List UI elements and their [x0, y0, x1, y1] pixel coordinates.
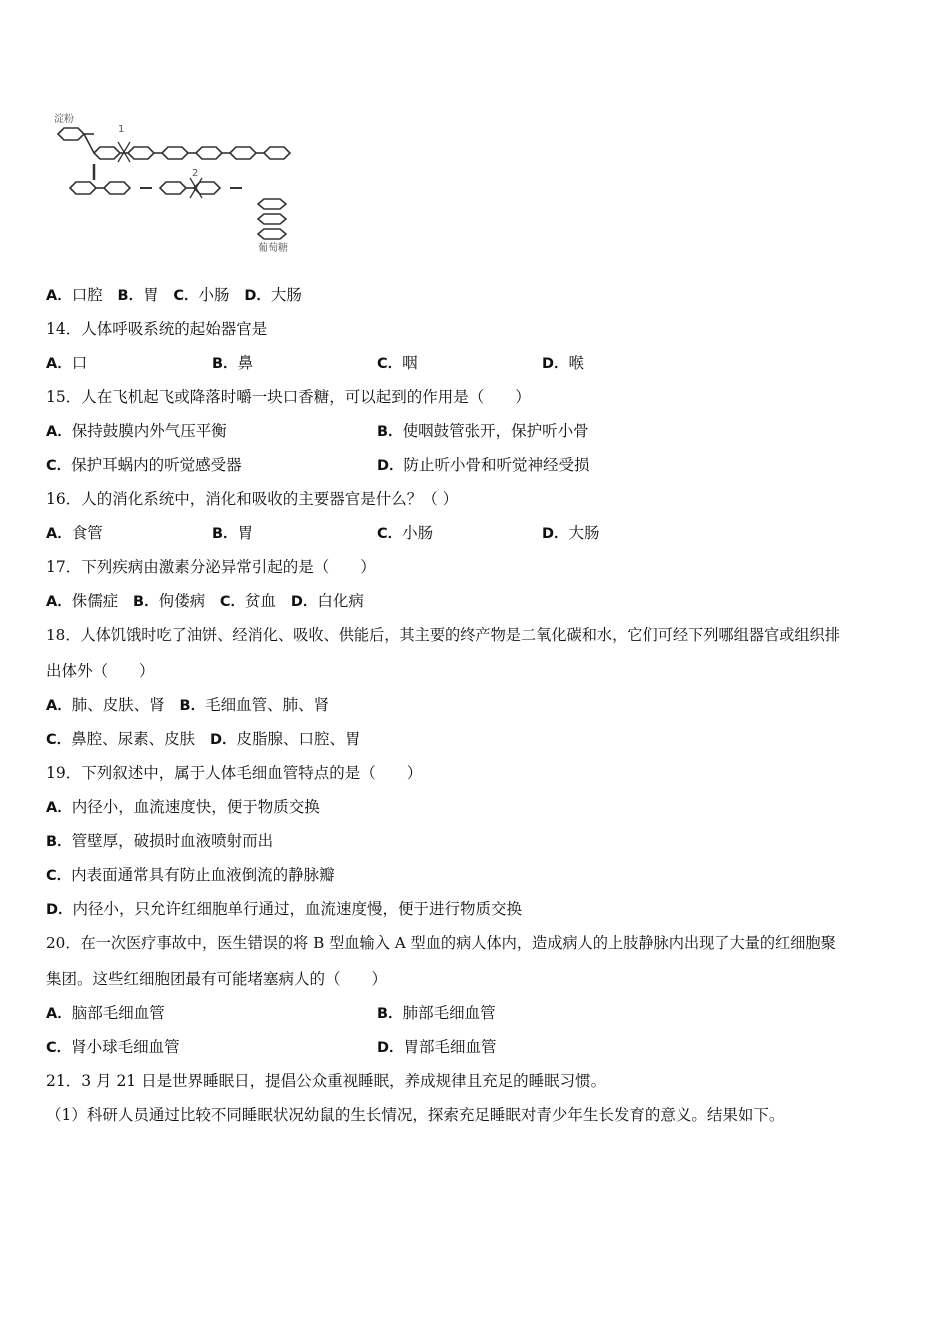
figure-label-glucose: 葡萄糖 [258, 243, 288, 253]
q15-option-a: A．保持鼓膜内外气压平衡 [46, 422, 227, 440]
q18-options-row2: C．鼻腔、尿素、皮肤 D．皮脂腺、口腔、胃 [46, 730, 361, 748]
q20-stem-line2: 集团。这些红细胞团最有可能堵塞病人的（ ） [46, 970, 388, 988]
q15-option-d: D．防止听小骨和听觉神经受损 [377, 456, 590, 474]
q17-options: A．侏儒症 B．佝偻病 C．贫血 D．白化病 [46, 592, 364, 610]
q16-stem: 16．人的消化系统中，消化和吸收的主要器官是什么？（ ） [46, 490, 459, 508]
q16-option-c: C．小肠 [377, 524, 434, 542]
q20-option-b: B．肺部毛细血管 [377, 1004, 496, 1022]
q17-option-a: 侏儒症 [71, 592, 119, 610]
q19-option-b: B．管壁厚，破损时血液喷射而出 [46, 832, 274, 850]
q20-option-d: D．胃部毛细血管 [377, 1038, 497, 1056]
q18-option-d: 皮脂腺、口腔、胃 [236, 730, 361, 748]
q18-stem-line1: 18．人体饥饿时吃了油饼、经消化、吸收、供能后，其主要的终产物是二氧化碳和水，它们可经下列哪组器官或组织排 [46, 626, 840, 644]
q13-options: A．口腔 B．胃 C．小肠 D．大肠 [46, 286, 302, 304]
q19-option-d: D．内径小，只允许红细胞单行通过，血流速度慢，便于进行物质交换 [46, 900, 523, 918]
q15-option-c: C．保护耳蜗内的听觉感受器 [46, 456, 242, 474]
q17-option-b: 佝偻病 [158, 592, 206, 610]
q14-stem: 14．人体呼吸系统的起始器官是 [46, 320, 268, 338]
q14-option-b: B．鼻 [212, 354, 254, 372]
q17-option-d: 白化病 [317, 592, 364, 610]
q19-stem: 19．下列叙述中，属于人体毛细血管特点的是（ ） [46, 764, 423, 782]
q20-option-a: A．脑部毛细血管 [46, 1004, 165, 1022]
q21-stem: 21．3 月 21 日是世界睡眠日，提倡公众重视睡眠，养成规律且充足的睡眠习惯。 [46, 1072, 607, 1090]
q16-option-d: D．大肠 [542, 524, 600, 542]
q19-option-c: C．内表面通常具有防止血液倒流的静脉瓣 [46, 866, 335, 884]
q18-option-c: 鼻腔、尿素、皮肤 [71, 730, 196, 748]
q13-option-b: 胃 [143, 286, 159, 304]
q17-stem: 17．下列疾病由激素分泌异常引起的是（ ） [46, 558, 376, 576]
marker-2: 2 [192, 168, 199, 179]
q16-option-b: B．胃 [212, 524, 254, 542]
q18-option-b: 毛细血管、肺、肾 [205, 696, 330, 714]
q14-option-d: D．喉 [542, 354, 585, 372]
q16-option-a: A．食管 [46, 524, 103, 542]
q18-stem-line2: 出体外（ ） [46, 662, 155, 680]
q13-option-c: 小肠 [198, 286, 230, 304]
q20-option-c: C．肾小球毛细血管 [46, 1038, 180, 1056]
q15-option-b: B．使咽鼓管张开，保护听小骨 [377, 422, 589, 440]
maltose-chain [70, 182, 286, 239]
q13-option-a: 口腔 [71, 286, 103, 304]
q19-option-a: A．内径小，血流速度快，便于物质交换 [46, 798, 320, 816]
q14-option-a: A．口 [46, 354, 88, 372]
q20-stem-line1: 20．在一次医疗事故中，医生错误的将 B 型血输入 A 型血的病人体内，造成病人的上肢静脉内出现了大量的红细胞聚 [46, 934, 836, 952]
starch-chain [58, 128, 290, 159]
q13-option-d: 大肠 [270, 286, 302, 304]
q17-option-c: 贫血 [245, 592, 277, 610]
starch-digestion-diagram [52, 108, 312, 253]
q21-sub1: （1）科研人员通过比较不同睡眠状况幼鼠的生长情况，探索充足睡眠对青少年生长发育的意义。结果如下。 [46, 1106, 785, 1124]
q14-option-c: C．咽 [377, 354, 418, 372]
marker-1: 1 [118, 124, 125, 135]
q15-stem: 15．人在飞机起飞或降落时嚼一块口香糖，可以起到的作用是（ ） [46, 388, 531, 406]
figure-label-starch: 淀粉 [54, 114, 74, 125]
q18-options-row1: A．肺、皮肤、肾 B．毛细血管、肺、肾 [46, 696, 330, 714]
q18-option-a: 肺、皮肤、肾 [71, 696, 165, 714]
